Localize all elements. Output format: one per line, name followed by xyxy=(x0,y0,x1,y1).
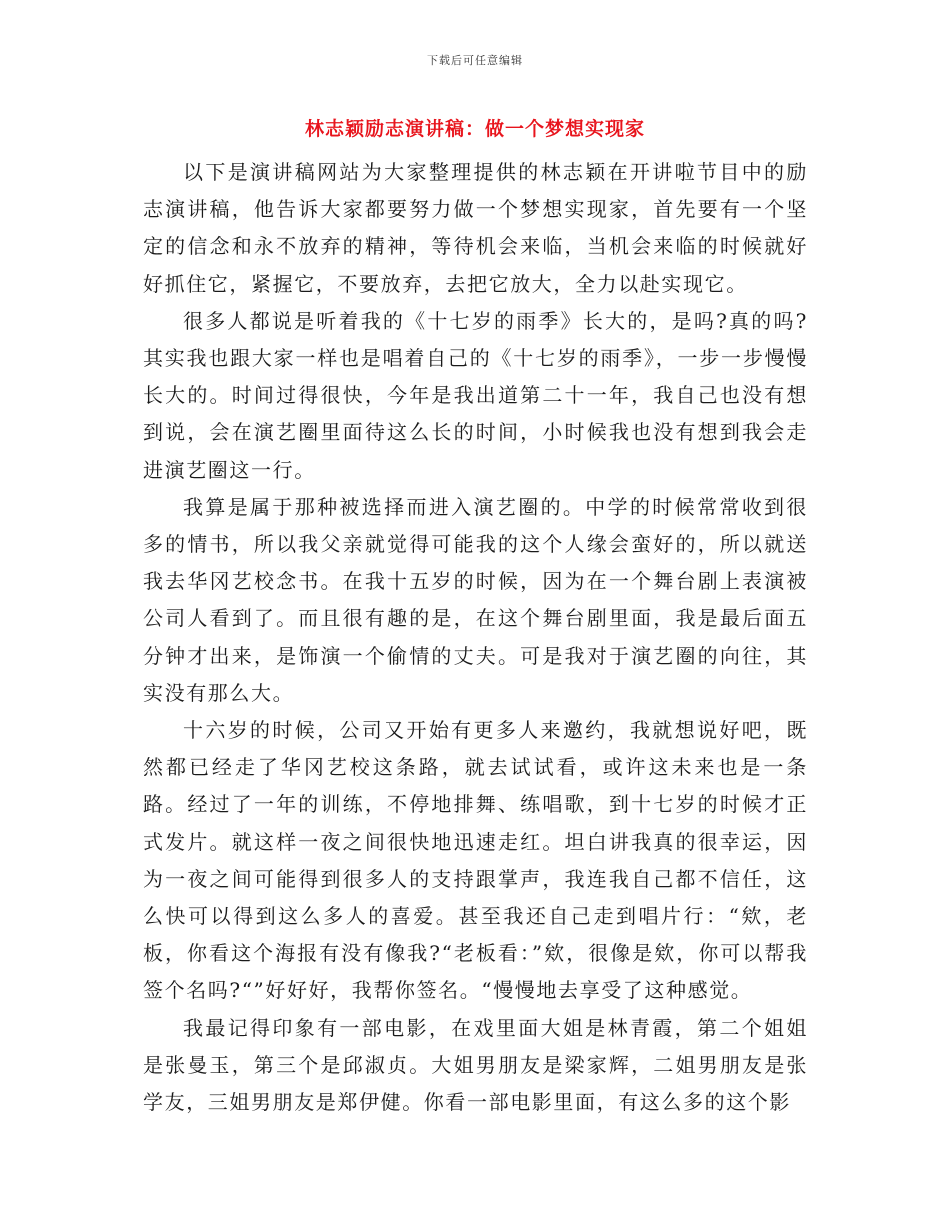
document-body xyxy=(143,154,808,1121)
paragraph-1: 以下是演讲稿网站为大家整理提供的林志颖在开讲啦节目中的励志演讲稿，他告诉大家都要努力做一个梦想实现家，首先要有一个坚定的信念和永不放弃的精神，等待机会来临，当机会来临的时候就好好抓住它，紧握它，不要放弃，去把它放大，全力以赴实现它。 xyxy=(143,160,808,296)
paragraph-3: 我算是属于那种被选择而进入演艺圈的。中学的时候常常收到很多的情书，所以我父亲就觉得可能我的这个人缘会蛮好的，所以就送我去华冈艺校念书。在我十五岁的时候，因为在一个舞台剧上表演被公司人看到了。而且很有趣的是，在这个舞台剧里面，我是最后面五分钟才出来，是饰演一个偷情的丈夫。可是我对于演艺圈的向往，其实没有那么大。 xyxy=(143,494,808,705)
paragraph-5: 我最记得印象有一部电影，在戏里面大姐是林青霞，第二个姐姐是张曼玉，第三个是邱淑贞。大姐男朋友是梁家辉，二姐男朋友是张学友，三姐男朋友是郑伊健。你看一部电影里面，有这么多的这个影 xyxy=(143,1015,808,1115)
page-header-note: 下载后可任意编辑 xyxy=(427,54,523,67)
document-title: 林志颖励志演讲稿：做一个梦想实现家 xyxy=(304,118,645,140)
paragraph-2: 很多人都说是听着我的《十七岁的雨季》长大的，是吗?真的吗?其实我也跟大家一样也是唱着自己的《十七岁的雨季》，一步一步慢慢长大的。时间过得很快，今年是我出道第二十一年，我自己也没有想到说，会在演艺圈里面待这么长的时间，小时候我也没有想到我会走进演艺圈这一行。 xyxy=(143,308,808,482)
paragraph-4: 十六岁的时候，公司又开始有更多人来邀约，我就想说好吧，既然都已经走了华冈艺校这条路，就去试试看，或许这未来也是一条路。经过了一年的训练，不停地排舞、练唱歌，到十七岁的时候才正式发片。就这样一夜之间很快地迅速走红。坦白讲我真的很幸运，因为一夜之间可能得到很多人的支持跟掌声，我连我自己都不信任，这么快可以得到这么多人的喜爱。甚至我还自己走到唱片行：“欸，老板，你看这个海报有没有像我?“老板看：”欸，很像是欸，你可以帮我签个名吗?“”好好好，我帮你签名。“慢慢地去享受了这种感觉。 xyxy=(143,718,808,1003)
